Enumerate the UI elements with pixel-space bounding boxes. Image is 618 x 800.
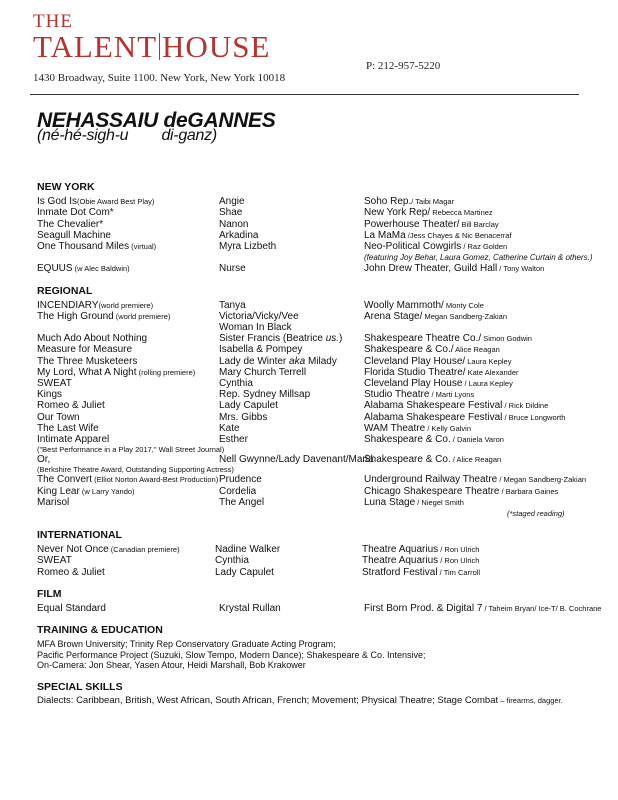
credit-venue-cell	[364, 356, 511, 367]
credit-show: Our Town	[37, 411, 80, 423]
credit-director: Alice Reagan	[453, 345, 500, 355]
credit-venue-cell	[364, 333, 532, 344]
credit-show: Never Not Once	[37, 544, 109, 556]
credit-director: Bill Barclay	[459, 219, 499, 229]
credit-show: Romeo & Juliet	[37, 400, 105, 412]
credit-venue: Alabama Shakespeare Festival	[364, 411, 503, 423]
credit-venue-cell	[364, 344, 500, 355]
credit-show-cell	[37, 207, 114, 218]
credit-row	[37, 230, 597, 241]
credit-row	[37, 400, 597, 411]
credit-show: INCENDIARY	[37, 299, 99, 311]
credit-list	[37, 196, 597, 252]
credit-role: Nell Gwynne/Lady Davenant/Maria	[219, 454, 374, 466]
section-regional	[37, 286, 597, 520]
credit-director: Monty Cole	[443, 300, 484, 310]
credit-role: The Angel	[219, 496, 265, 508]
section-new-york	[37, 182, 597, 275]
credit-show-cell	[37, 300, 153, 311]
credit-show: My Lord, What A Night	[37, 366, 137, 378]
credit-show: The Three Musketeers	[37, 355, 138, 367]
credit-row	[37, 603, 602, 615]
credit-venue-cell	[362, 544, 479, 555]
credit-director: Rebecca Martinez	[430, 208, 493, 218]
credit-show: Or,	[37, 454, 51, 466]
credit-show: Inmate Dot Com*	[37, 207, 114, 219]
credit-row	[37, 454, 597, 465]
credit-list	[37, 300, 597, 445]
credit-show-cell	[37, 474, 218, 485]
credit-director: / Niegel Smith	[415, 497, 464, 507]
credit-venue-cell	[364, 412, 565, 423]
credit-venue-cell	[364, 423, 471, 434]
credit-venue: Shakespeare & Co.	[364, 433, 451, 445]
credit-row	[37, 423, 597, 434]
credit-venue-cell	[364, 219, 499, 230]
credit-show-cell	[37, 241, 156, 252]
credit-show-note: (w Alec Baldwin)	[72, 264, 130, 274]
actor-name: NEHASSAIU deGANNES	[37, 109, 276, 132]
credit-venue: First Born Prod. & Digital 7	[364, 603, 483, 615]
credit-show-cell	[37, 434, 109, 445]
credit-row	[37, 555, 597, 566]
credit-row	[37, 367, 597, 378]
credit-venue-cell	[364, 474, 586, 485]
credit-show-note: (Canadian premiere)	[108, 545, 180, 555]
credit-role: Mary Church Terrell	[219, 366, 307, 378]
credit-venue: Florida Studio Theatre/	[364, 366, 466, 378]
credit-row	[37, 544, 597, 555]
credit-row	[37, 219, 597, 230]
credit-show-cell	[37, 544, 180, 555]
credit-row	[37, 344, 597, 355]
section-title: FILM	[37, 587, 62, 600]
credit-venue-cell	[364, 497, 464, 508]
credit-role: Lady Capulet	[219, 400, 278, 412]
section-film	[37, 587, 602, 615]
credit-show: Marisol	[37, 496, 70, 508]
skills-combat-detail: – firearms, dagger.	[498, 696, 563, 706]
credit-director: / Alice Reagan	[450, 455, 502, 465]
featuring-note: (featuring Joy Behar, Laura Gomez, Catherine Curtain & others.)	[364, 253, 593, 263]
credit-venue: Studio Theatre	[364, 389, 430, 401]
credit-venue: Arena Stage/	[364, 310, 423, 322]
credit-role: Nanon	[219, 218, 249, 230]
credit-role: Sister Francis (Beatrice us.)	[219, 333, 343, 345]
credit-list	[37, 544, 597, 578]
resume-body	[37, 181, 602, 718]
credit-show: The Chevalier*	[37, 218, 104, 230]
section-title: SPECIAL SKILLS	[37, 680, 123, 693]
credit-show-cell	[37, 311, 170, 322]
credit-list	[37, 603, 602, 615]
credit-venue: Underground Railway Theatre	[364, 474, 498, 486]
credit-show: Measure for Measure	[37, 344, 133, 356]
credit-role: Myra Lizbeth	[219, 240, 277, 252]
agency-logo-name	[33, 29, 271, 64]
credit-row	[37, 300, 597, 311]
credit-director: / Taheim Bryan/ Ice-T/ B. Cochrane	[482, 604, 602, 614]
credit-director: / Bruce Longworth	[502, 412, 566, 422]
credit-director: / Rick Dildine	[502, 401, 549, 411]
credit-venue: Shakespeare & Co.	[364, 454, 451, 466]
training-line: Pacific Performance Project (Suzuki, Slow Tempo, Modern Dance); Shakespeare & Co. Intensive;	[37, 649, 426, 660]
credit-venue: WAM Theatre	[364, 422, 426, 434]
credit-director: / Ron Ulrich	[438, 545, 480, 555]
training-line: On-Camera: Jon Shear, Yasen Atour, Heidi Marshall, Bob Krakower	[37, 660, 306, 671]
credit-role: Tanya	[219, 299, 246, 311]
credit-show: SWEAT	[37, 555, 72, 567]
credit-show: Intimate Apparel	[37, 433, 110, 445]
credit-role: Rep. Sydney Millsap	[219, 389, 311, 401]
credit-director: / Daniela Varon	[450, 434, 504, 444]
credit-row	[37, 412, 597, 423]
credit-show: Kings	[37, 389, 63, 401]
credit-venue-cell	[364, 389, 474, 400]
credit-venue-cell	[364, 486, 558, 497]
credit-director: /Jess Chayes & Nic Benacerraf	[405, 230, 512, 240]
credit-venue: La MaMa	[364, 229, 406, 241]
credit-venue-cell	[364, 230, 512, 241]
credit-venue-cell	[364, 311, 507, 322]
credit-role: Nadine Walker	[215, 544, 281, 556]
agency-logo-the: THE	[33, 11, 73, 32]
header-divider	[30, 94, 579, 95]
agency-logo-house: HOUSE	[162, 29, 271, 64]
agency-logo-talent: TALENT	[33, 29, 158, 64]
credit-venue-cell	[364, 378, 513, 389]
credit-show-cell	[37, 196, 154, 207]
credit-director: Kate Alexander	[465, 367, 519, 377]
credit-role: Kate	[219, 422, 240, 434]
credit-show-cell	[37, 389, 62, 400]
agency-logo-divider	[159, 33, 160, 60]
credit-show-cell	[37, 400, 105, 411]
credit-row	[37, 497, 597, 508]
agency-address: 1430 Broadway, Suite 1100. New York, New York 10018	[33, 72, 286, 84]
credit-venue: New York Rep/	[364, 207, 431, 219]
credit-show-cell	[37, 555, 72, 566]
credit-role: Arkadina	[219, 229, 259, 241]
credit-director: / Taibi Magar	[411, 197, 455, 207]
credit-show: One Thousand Miles	[37, 240, 130, 252]
credit-role: Isabella & Pompey	[219, 344, 303, 356]
credit-venue-cell	[362, 555, 479, 566]
credit-director: Laura Kepley	[465, 356, 512, 366]
section-title: REGIONAL	[37, 284, 93, 297]
credit-award-note: ("Best Performance in a Play 2017," Wall Street Journal)	[37, 445, 225, 455]
credit-show-cell	[37, 603, 106, 614]
credit-role: Prudence	[219, 474, 262, 486]
credit-venue: Shakespeare & Co./	[364, 344, 454, 356]
credit-role: Woman In Black	[219, 322, 292, 334]
credit-venue-cell	[364, 400, 548, 411]
credit-role: Krystal Rullan	[219, 603, 281, 615]
credit-role: Cordelia	[219, 485, 257, 497]
credit-venue: John Drew Theater, Guild Hall	[364, 263, 498, 275]
credit-venue-cell	[364, 300, 484, 311]
credit-show-cell	[37, 219, 103, 230]
credit-venue: Stratford Festival	[362, 566, 438, 578]
credit-show: EQUUS	[37, 263, 73, 275]
credit-row	[37, 311, 597, 322]
credit-show-note: (world premiere)	[113, 311, 171, 321]
credit-list-2	[37, 474, 597, 508]
credit-row	[37, 252, 597, 263]
credit-show: The High Ground	[37, 310, 114, 322]
credit-show-note: (virtual)	[129, 241, 157, 251]
credit-venue-cell	[364, 207, 493, 218]
credit-role: Mrs. Gibbs	[219, 411, 268, 423]
credit-row	[37, 474, 597, 485]
credit-director: / Barbara Gaines	[499, 486, 559, 496]
credit-venue: Woolly Mammoth/	[364, 299, 444, 311]
credit-row	[37, 263, 597, 274]
credit-director: / Kelly Galvin	[425, 423, 471, 433]
credit-show-note: (Obie Award Best Play)	[77, 197, 155, 207]
credit-award-note: (Berkshire Theatre Award, Outstanding Supporting Actress)	[37, 465, 234, 475]
credit-show: Is God Is	[37, 196, 78, 208]
credit-venue: Cleveland Play House/	[364, 355, 466, 367]
credit-role: Angie	[219, 196, 245, 208]
credit-venue: Chicago Shakespeare Theatre	[364, 485, 500, 497]
credit-venue: Powerhouse Theater/	[364, 218, 460, 230]
credit-venue: Soho Rep.	[364, 196, 412, 208]
credit-venue: Theatre Aquarius	[362, 544, 439, 556]
credit-venue: Luna Stage	[364, 496, 416, 508]
section-international	[37, 530, 597, 578]
credit-role: Victoria/Vicky/Vee	[219, 310, 299, 322]
agency-logo	[33, 12, 270, 62]
credit-venue-cell	[362, 567, 480, 578]
credit-role: Cynthia	[215, 555, 249, 567]
section-title: NEW YORK	[37, 181, 95, 193]
credit-show-note: (world premiere)	[98, 300, 154, 310]
credit-row	[37, 567, 597, 578]
credit-show-cell	[37, 356, 137, 367]
credit-row	[37, 508, 597, 519]
credit-role: Shae	[219, 207, 243, 219]
credit-row	[37, 333, 597, 344]
credit-row	[37, 322, 597, 333]
credit-venue-cell	[364, 241, 507, 252]
credit-venue-cell	[364, 434, 504, 445]
section-special-skills	[37, 682, 597, 707]
credit-venue: Neo-Political Cowgirls	[364, 240, 462, 252]
credit-show-cell	[37, 423, 99, 434]
credit-venue: Shakespeare Theatre Co./	[364, 333, 482, 345]
credit-director: / Raz Golden	[461, 241, 508, 251]
credit-show: The Last Wife	[37, 422, 99, 434]
credit-role: Cynthia	[219, 378, 253, 390]
credit-show: The Convert	[37, 474, 93, 486]
credit-show-cell	[37, 412, 80, 423]
credit-venue: Alabama Shakespeare Festival	[364, 400, 503, 412]
credit-role: Lady Capulet	[215, 566, 274, 578]
pronunciation-last: di-ganz)	[161, 127, 217, 144]
section-training	[37, 625, 597, 671]
credit-director: / Tony Walton	[497, 264, 545, 274]
credit-role: Nurse	[219, 263, 246, 275]
credit-show: King Lear	[37, 485, 80, 497]
credit-venue: Theatre Aquarius	[362, 555, 439, 567]
credit-director: / Ron Ulrich	[438, 556, 480, 566]
credit-row	[37, 434, 597, 445]
credit-role: Lady de Winter aka Milady	[219, 355, 337, 367]
credit-row	[37, 241, 597, 252]
pronunciation-first: (né-hé-sigh-u	[37, 127, 129, 144]
credit-show-cell	[37, 333, 147, 344]
credit-show-cell	[37, 230, 111, 241]
credit-show: Romeo & Juliet	[37, 566, 105, 578]
credit-show-note: (rolling premiere)	[136, 367, 196, 377]
skills-list: Dialects: Caribbean, British, West African, South African, French; Movement; Physical Theatre; Stage Combat	[37, 695, 499, 707]
credit-venue: Cleveland Play House	[364, 378, 463, 390]
credit-show: Much Ado About Nothing	[37, 333, 148, 345]
staged-reading-note: (*staged reading)	[507, 508, 565, 518]
credit-venue-cell	[364, 196, 454, 207]
credit-show-cell	[37, 367, 195, 378]
credit-role: Esther	[219, 433, 248, 445]
credit-show-cell	[37, 344, 132, 355]
credit-row	[37, 207, 597, 218]
actor-pronunciation	[37, 127, 217, 145]
credit-show-cell	[37, 486, 135, 497]
section-title: TRAINING & EDUCATION	[37, 624, 163, 637]
credit-row	[37, 196, 597, 207]
credit-row	[37, 389, 597, 400]
agency-phone: P: 212-957-5220	[366, 60, 441, 72]
credit-row	[37, 486, 597, 497]
credit-show: Equal Standard	[37, 603, 106, 615]
credit-show-note: (w Larry Yando)	[79, 486, 135, 496]
credit-director: / Laura Kepley	[462, 379, 513, 389]
credit-show-note: (Elliot Norton Award-Best Production)	[92, 475, 219, 485]
credit-show-cell	[37, 497, 69, 508]
credit-director: / Tim Carroll	[437, 567, 481, 577]
credit-director: Megan Sandberg-Zakian	[422, 311, 508, 321]
credit-director: / Marti Lyons	[429, 390, 475, 400]
credit-row	[37, 378, 597, 389]
credit-row	[37, 356, 597, 367]
credit-venue-cell	[364, 367, 519, 378]
credit-show-cell	[37, 567, 105, 578]
credit-venue-cell	[364, 603, 601, 614]
training-line: MFA Brown University; Trinity Rep Conservatory Graduate Acting Program;	[37, 639, 336, 650]
section-title: INTERNATIONAL	[37, 529, 122, 542]
skills-text	[37, 696, 597, 707]
credit-director: / Megan Sandberg-Zakian	[497, 475, 587, 485]
credit-director: Simon Godwin	[481, 334, 532, 344]
credit-show: Seagull Machine	[37, 229, 111, 241]
credit-show-cell	[37, 378, 72, 389]
credit-show: SWEAT	[37, 378, 72, 390]
